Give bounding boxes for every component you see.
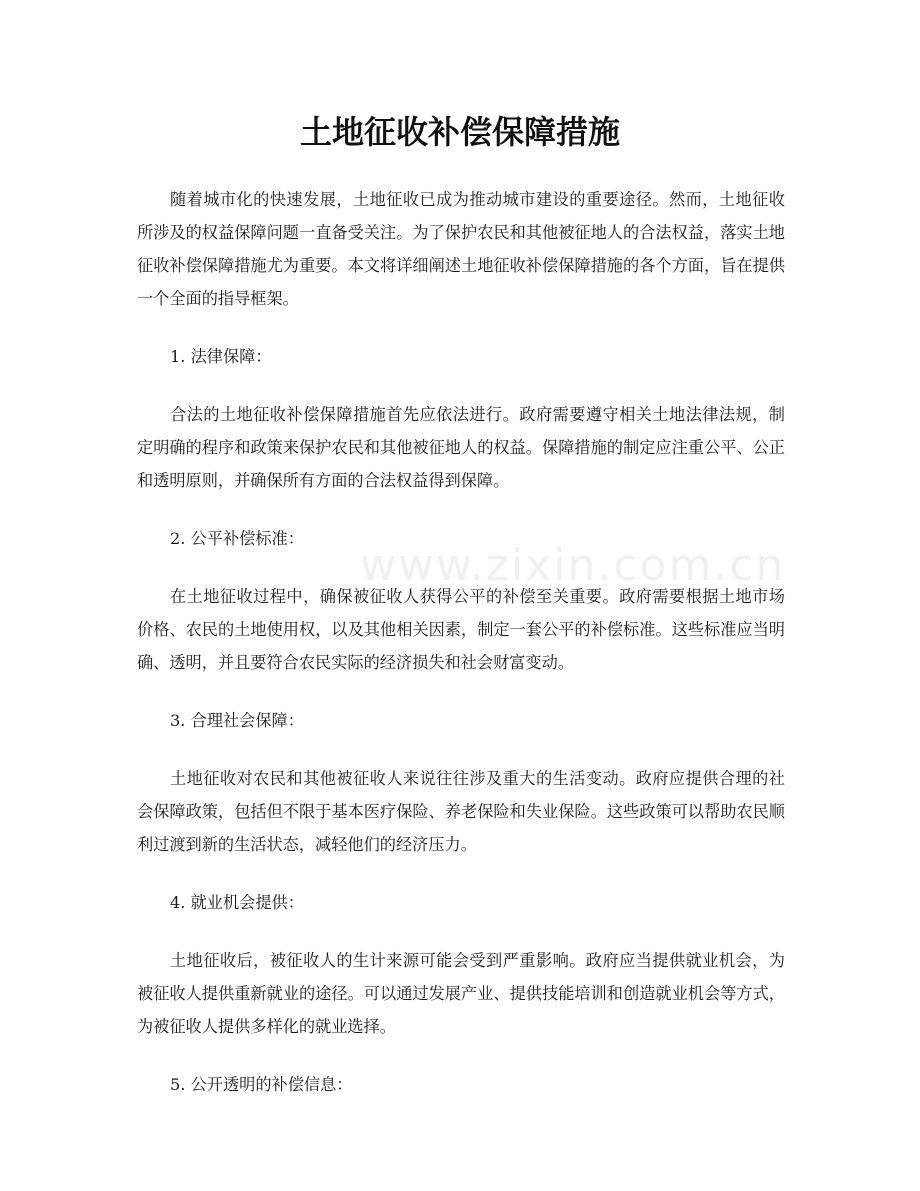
section-heading-5: 5. 公开透明的补偿信息： xyxy=(170,1075,353,1094)
watermark: www.zixin.com.cn xyxy=(360,540,786,591)
section-body-1: 合法的土地征收补偿保障措施首先应依法进行。政府需要遵守相关土地法律法规，制定明确的程序和政策来保护农民和其他被征地人的权益。保障措施的制定应注重公平、公正和透明原则，并确保所有方面的合法权益得到保障。 xyxy=(137,405,785,490)
section-body-3: 土地征收对农民和其他被征收人来说往往涉及重大的生活变动。政府应提供合理的社会保障政策，包括但不限于基本医疗保险、养老保险和失业保险。这些政策可以帮助农民顺利过渡到新的生活状态，减轻他们的经济压力。 xyxy=(137,769,785,854)
section-heading-2: 2. 公平补偿标准： xyxy=(170,529,304,548)
section-body-4: 土地征收后，被征收人的生计来源可能会受到严重影响。政府应当提供就业机会，为被征收人提供重新就业的途径。可以通过发展产业、提供技能培训和创造就业机会等方式，为被征收人提供多样化的就业选择。 xyxy=(137,951,785,1036)
section-body-2: 在土地征收过程中，确保被征收人获得公平的补偿至关重要。政府需要根据土地市场价格、农民的土地使用权，以及其他相关因素，制定一套公平的补偿标准。这些标准应当明确、透明，并且要符合农民实际的经济损失和社会财富变动。 xyxy=(137,587,785,672)
document-body xyxy=(137,183,785,1126)
section-heading-1: 1. 法律保障： xyxy=(170,347,272,366)
section-heading-3: 3. 合理社会保障： xyxy=(170,711,304,730)
section-heading-4: 4. 就业机会提供： xyxy=(170,893,304,912)
intro-paragraph: 随着城市化的快速发展，土地征收已成为推动城市建设的重要途径。然而，土地征收所涉及的权益保障问题一直备受关注。为了保护农民和其他被征地人的合法权益，落实土地征收补偿保障措施尤为重要。本文将详细阐述土地征收补偿保障措施的各个方面，旨在提供一个全面的指导框架。 xyxy=(137,190,785,308)
document-title: 土地征收补偿保障措施 xyxy=(299,113,620,151)
